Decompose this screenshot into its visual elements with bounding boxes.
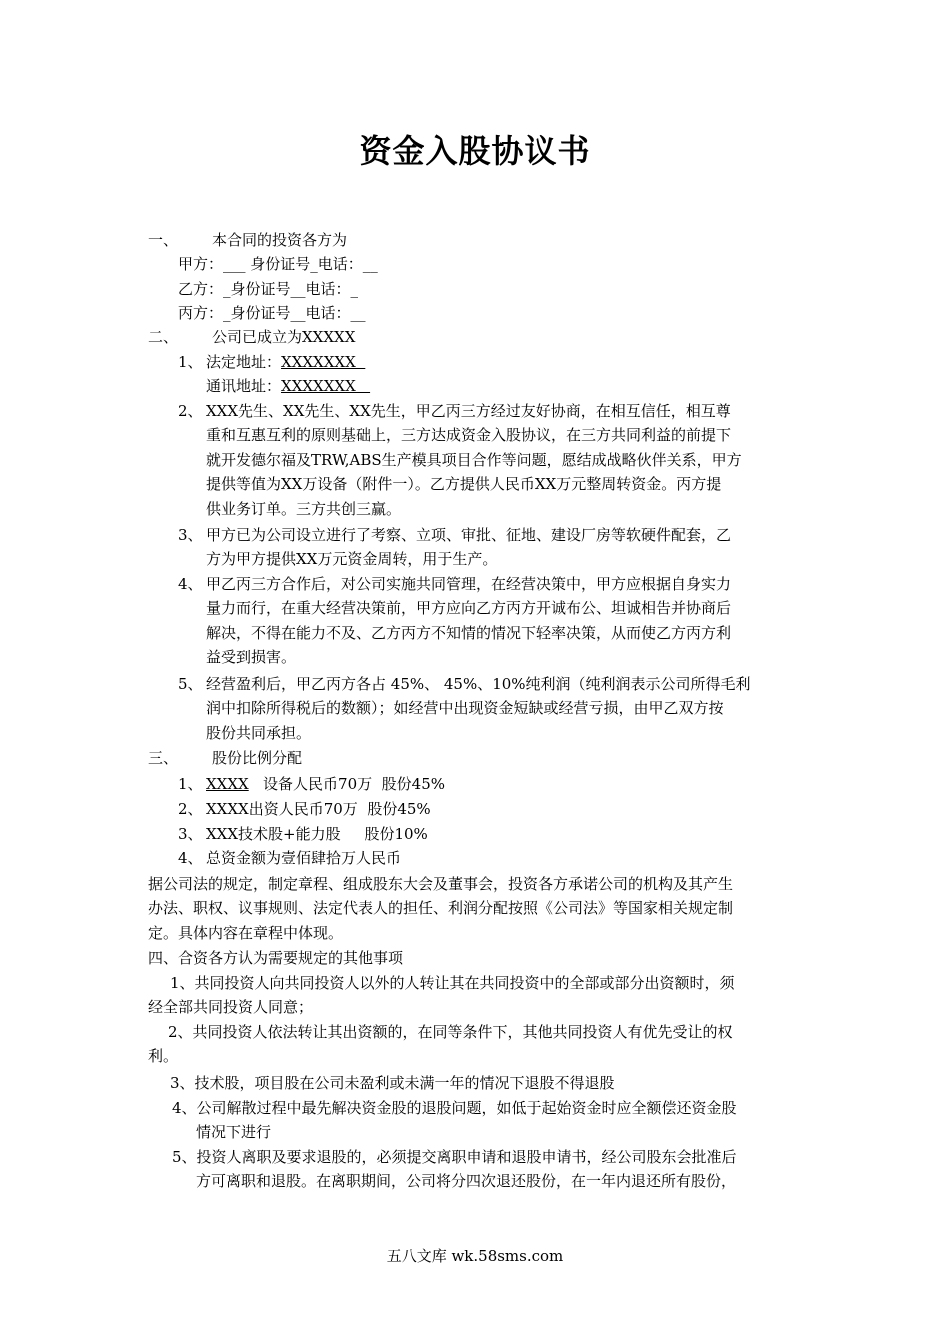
- item-3-3-number: 3、: [178, 825, 203, 843]
- item-4-5-text: [172, 1145, 737, 1194]
- text-line: 1、共同投资人向共同投资人以外的人转让其在共同投资中的全部或部分出资额时，须: [170, 974, 735, 992]
- item-3-3-text: XXX技术股+能力股 股份10%: [206, 825, 428, 843]
- text-line: XXX先生、XX先生、XX先生，甲乙丙三方经过友好协商，在相互信任，相互尊: [206, 402, 731, 420]
- text-line: 经全部共同投资人同意；: [148, 998, 314, 1017]
- text-line: 情况下进行: [196, 1123, 272, 1142]
- text-line: 供业务订单。三方共创三赢。: [206, 499, 402, 518]
- item-3-1-number: 1、: [178, 775, 203, 793]
- text-line: 益受到损害。: [206, 648, 297, 667]
- document-title: 资金入股协议书: [359, 132, 591, 170]
- mailing-address-value: XXXXXXX: [281, 377, 371, 395]
- text-line: 润中扣除所得税后的数额）；如经营中出现资金短缺或经营亏损，由甲乙双方按: [206, 699, 724, 718]
- item-3-4-number: 4、: [178, 849, 203, 867]
- item-3-2-text: XXXX出资人民币70万 股份45%: [206, 800, 431, 818]
- text-line: 2、共同投资人依法转让其出资额的，在同等条件下，其他共同投资人有优先受让的权: [168, 1023, 733, 1041]
- text-line: 提供等值为XX万设备（附件一）。乙方提供人民币XX万元整周转资金。丙方提: [206, 475, 722, 494]
- mailing-address: [206, 374, 370, 398]
- section-3-heading: 股份比例分配: [212, 749, 303, 767]
- item-2-3-text: [206, 523, 731, 572]
- party-c-line: 丙方：_身份证号__电话：__: [178, 304, 366, 322]
- text-line: 量力而行，在重大经营决策前，甲方应向乙方丙方开诚布公、坦诚相告并协商后: [206, 599, 732, 618]
- text-line: 重和互惠互利的原则基础上，三方达成资金入股协议，在三方共同利益的前提下: [206, 426, 732, 445]
- text-line: 股份共同承担。: [206, 723, 312, 742]
- legal-address-label: 法定地址：: [206, 353, 282, 371]
- item-2-5-number: 5、: [178, 675, 203, 693]
- item-2-1-number: 1、: [178, 353, 203, 371]
- item-3-1-text: [206, 772, 445, 796]
- section-1-heading: 本合同的投资各方为: [212, 231, 348, 249]
- party-b-line: 乙方：_身份证号__电话：_: [178, 280, 359, 298]
- text-line: 据公司法的规定，制定章程、组成股东大会及董事会，投资各方承诺公司的机构及其产生: [148, 875, 734, 893]
- item-2-4-text: [206, 572, 731, 670]
- share-detail: 设备人民币70万 股份45%: [248, 775, 445, 793]
- item-3-2-number: 2、: [178, 800, 203, 818]
- mailing-address-label: 通讯地址：: [206, 377, 282, 395]
- item-4-3-text: 3、技术股，项目股在公司未盈利或未满一年的情况下退股不得退股: [170, 1074, 615, 1092]
- text-line: 方为甲方提供XX万元资金周转，用于生产。: [206, 550, 498, 569]
- item-2-5-text: [206, 672, 751, 745]
- text-line: 经营盈利后，甲乙丙方各占 45%、 45%、10%纯利润（纯利润表示公司所得毛利: [206, 675, 751, 693]
- text-line: 利。: [148, 1047, 179, 1066]
- section-2-number: 二、: [148, 328, 179, 346]
- section-3-number: 三、: [148, 749, 179, 767]
- item-2-4-number: 4、: [178, 575, 203, 593]
- shareholder-name: XXXX: [206, 775, 249, 793]
- item-4-1-text: [148, 971, 735, 1020]
- party-a-line: 甲方：___ 身份证号_电话：__: [178, 255, 378, 273]
- text-line: 方可离职和退股。在离职期间，公司将分四次退还股份，在一年内退还所有股份，: [196, 1172, 737, 1191]
- item-2-2-number: 2、: [178, 402, 203, 420]
- company-law-paragraph: [148, 872, 733, 945]
- item-4-2-text: [148, 1020, 733, 1069]
- text-line: 办法、职权、议事规则、法定代表人的担任、利润分配按照《公司法》等国家相关规定制: [148, 899, 734, 918]
- item-2-2-text: [206, 399, 742, 521]
- text-line: 解决，不得在能力不及、乙方丙方不知情的情况下轻率决策，从而使乙方丙方利: [206, 623, 732, 642]
- section-2-heading: 公司已成立为XXXXX: [212, 328, 356, 346]
- section-4-heading: 四、合资各方认为需要规定的其他事项: [148, 949, 404, 967]
- legal-address: [206, 350, 365, 374]
- text-line: 定。具体内容在章程中体现。: [148, 923, 344, 942]
- text-line: 甲乙丙三方合作后，对公司实施共同管理，在经营决策中，甲方应根据自身实力: [206, 575, 732, 593]
- page-footer-watermark: 五八文库 wk.58sms.com: [386, 1247, 564, 1265]
- text-line: 甲方已为公司设立进行了考察、立项、审批、征地、建设厂房等软硬件配套，乙: [206, 526, 732, 544]
- text-line: 就开发德尔福及TRW,ABS生产模具项目合作等问题，愿结成战略伙伴关系，甲方: [206, 450, 742, 469]
- text-line: 4、公司解散过程中最先解决资金股的退股问题，如低于起始资金时应全额偿还资金股: [172, 1099, 737, 1117]
- item-3-4-text: 总资金额为壹佰肆拾万人民币: [206, 849, 402, 867]
- section-1-number: 一、: [148, 231, 179, 249]
- text-line: 5、投资人离职及要求退股的，必须提交离职申请和退股申请书，经公司股东会批准后: [172, 1148, 737, 1166]
- legal-address-value: XXXXXXX: [281, 353, 366, 371]
- item-2-3-number: 3、: [178, 526, 203, 544]
- item-4-4-text: [172, 1096, 737, 1145]
